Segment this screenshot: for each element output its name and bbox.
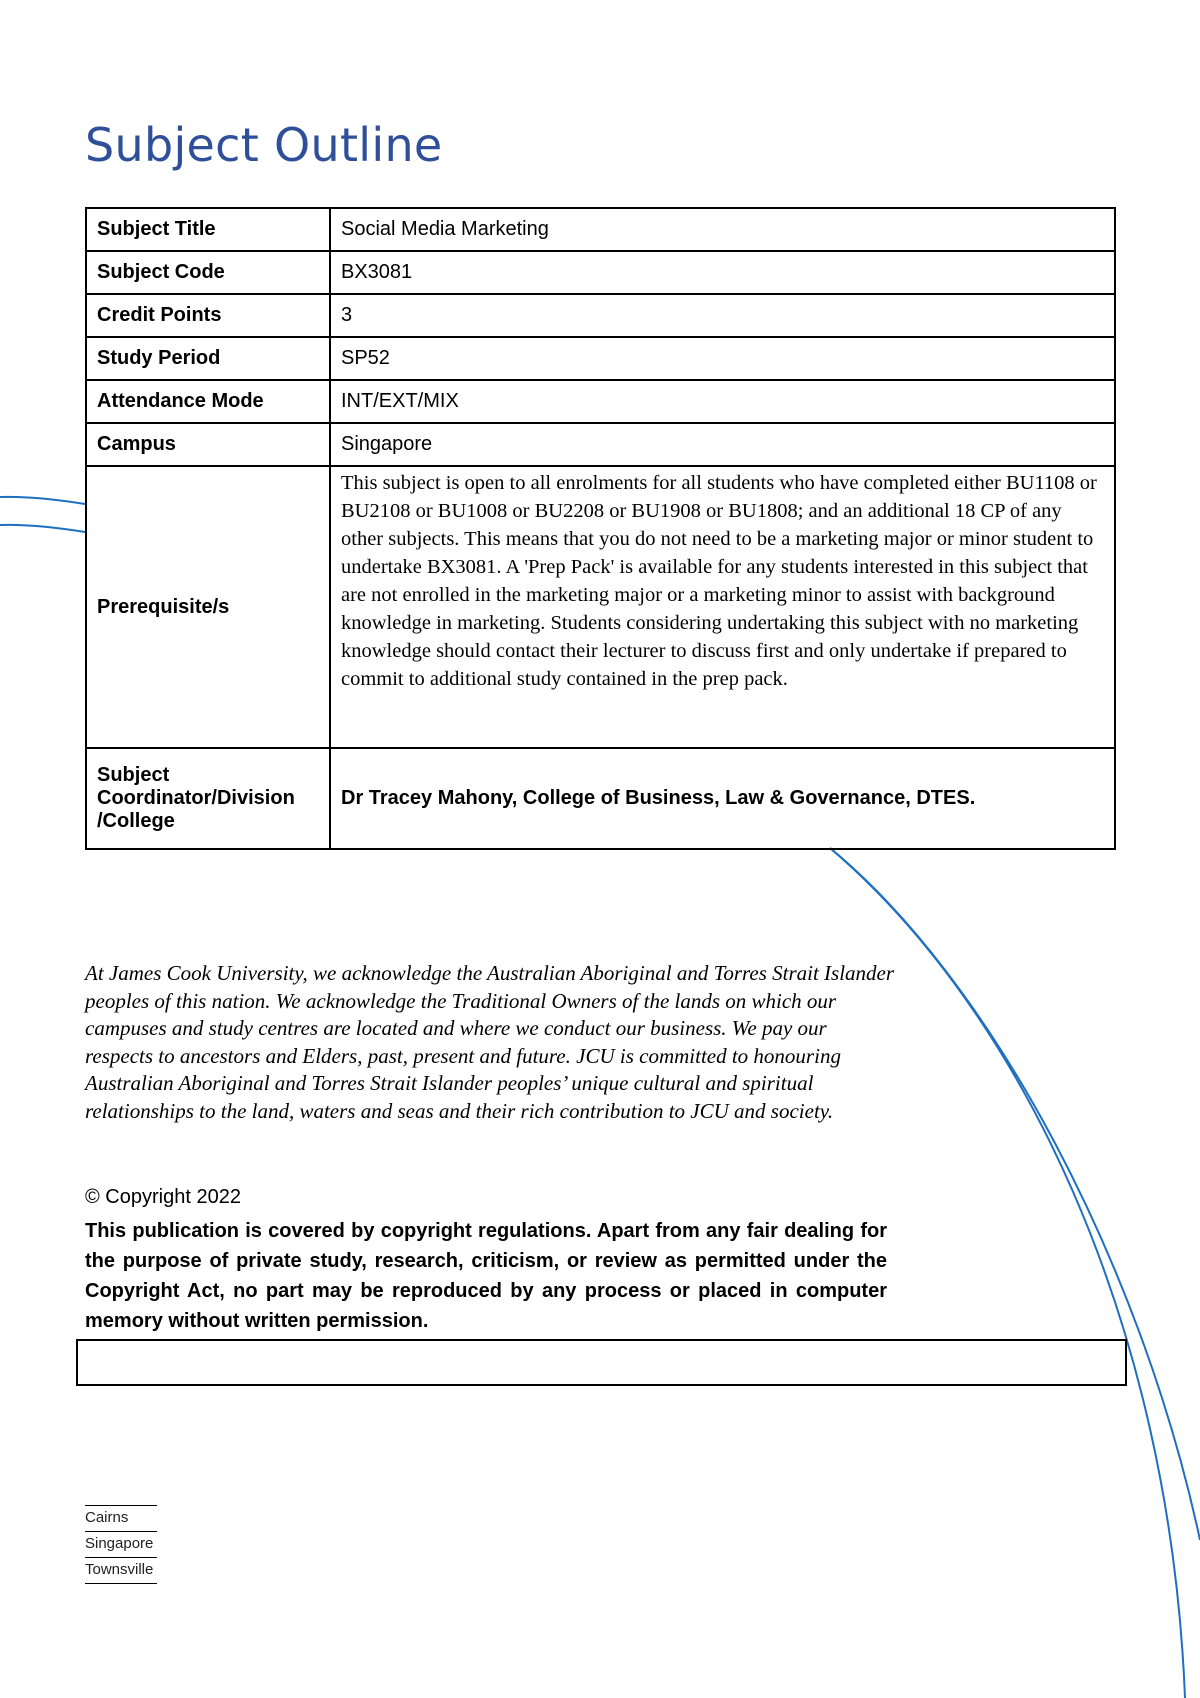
row-value: Social Media Marketing <box>330 208 1115 251</box>
row-value: BX3081 <box>330 251 1115 294</box>
row-label: Subject Title <box>86 208 330 251</box>
page-title: Subject Outline <box>85 118 443 172</box>
coordinator-row <box>86 748 1115 849</box>
left-curve-upper <box>0 497 85 504</box>
table-row <box>86 208 1115 251</box>
row-label: Subject Code <box>86 251 330 294</box>
acknowledgement-of-country: At James Cook University, we acknowledge the Australian Aboriginal and Torres Strait Islander peoples of this nation. We acknowledge the Traditional Owners of the lands on which our campuses and study centres are located and where we conduct our business. We pay our respects to ancestors and Elders, past, present and future. JCU is committed to honouring Australian Aboriginal and Torres Strait Islander peoples’ unique cultural and spiritual relationships to the land, waters and seas and their rich contribution to JCU and society. <box>85 961 895 1123</box>
campus-singapore: Singapore <box>85 1531 157 1557</box>
campus-cairns: Cairns <box>85 1505 157 1531</box>
row-label: Campus <box>86 423 330 466</box>
left-curve-lower <box>0 525 85 532</box>
table-row <box>86 423 1115 466</box>
coordinator-label: Subject Coordinator/Division /College <box>86 748 330 849</box>
row-label: Attendance Mode <box>86 380 330 423</box>
campus-list <box>85 1505 157 1584</box>
row-value: INT/EXT/MIX <box>330 380 1115 423</box>
prerequisite-row <box>86 466 1115 748</box>
table-row <box>86 380 1115 423</box>
row-value: 3 <box>330 294 1115 337</box>
row-label: Credit Points <box>86 294 330 337</box>
row-value: SP52 <box>330 337 1115 380</box>
copyright-title: © Copyright 2022 <box>85 1186 241 1208</box>
row-label: Study Period <box>86 337 330 380</box>
prerequisite-label: Prerequisite/s <box>86 466 330 748</box>
subject-info-table <box>85 207 1116 850</box>
table-row <box>86 251 1115 294</box>
table-row <box>86 294 1115 337</box>
copyright-notice: This publication is covered by copyright regulations. Apart from any fair dealing for the purpose of private study, research, criticism, or review as permitted under the Copyright Act, no part may be reproduced by any process or placed in computer memory without written permission. <box>85 1220 887 1332</box>
table-row <box>86 337 1115 380</box>
prerequisite-text: This subject is open to all enrolments for all students who have completed either BU1108 or BU2108 or BU1008 or BU2208 or BU1908 or BU1808; and an additional 18 CP of any other subjects. This means that you do not need to be a marketing major or minor student to undertake BX3081. A 'Prep Pack' is available for any students interested in this subject that are not enrolled in the marketing major or a marketing minor to assist with background knowledge in marketing. Students considering undertaking this subject with no marketing knowledge should contact their lecturer to discuss first and only undertake if prepared to commit to additional study contained in the prep pack. <box>330 466 1115 748</box>
empty-footer-box <box>76 1339 1127 1386</box>
coordinator-value: Dr Tracey Mahony, College of Business, Law & Governance, DTES. <box>330 748 1115 849</box>
campus-townsville: Townsville <box>85 1557 157 1584</box>
right-curve-outer <box>830 848 1200 1540</box>
row-value: Singapore <box>330 423 1115 466</box>
